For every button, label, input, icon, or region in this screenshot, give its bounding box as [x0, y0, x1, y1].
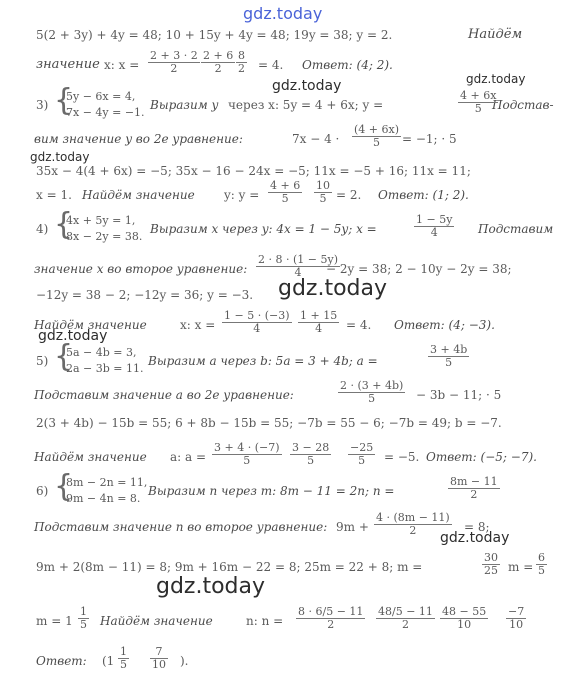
item-number: 6)	[36, 484, 49, 498]
line-18-handwriting: Найдём значение	[100, 614, 213, 628]
watermark: gdz.today	[440, 530, 510, 546]
line-14-handwriting: Найдём значение	[34, 450, 147, 464]
line-6-result: = 2.	[336, 188, 362, 202]
fraction	[290, 442, 331, 467]
fraction	[482, 552, 500, 577]
fraction-numerator: 48/5 − 11	[378, 605, 433, 618]
fraction-denominator: 2	[470, 488, 478, 501]
line-10-math: x: x =	[180, 318, 216, 332]
fraction-denominator: 10	[509, 618, 524, 631]
fraction-denominator: 5	[307, 454, 315, 467]
system-eq-2: 9m − 4n = 8.	[66, 492, 141, 505]
line-14-math: a: a =	[170, 450, 207, 464]
fraction-denominator: 10	[152, 658, 166, 671]
fraction-denominator: 5	[319, 192, 327, 205]
fraction-denominator: 10	[457, 618, 472, 631]
fraction-numerator: 1 − 5y	[416, 213, 453, 226]
fraction-numerator: 8m − 11	[450, 475, 498, 488]
line-11-handwriting: Выразим a через b: 5a = 3 + 4b; a =	[148, 354, 378, 368]
fraction-numerator: 2 · 8 · (1 − 5y)	[258, 253, 338, 266]
fraction	[296, 606, 365, 631]
fraction	[212, 442, 282, 467]
fraction	[458, 90, 498, 115]
line-14-result: = −5.	[384, 450, 420, 464]
fraction	[506, 606, 526, 631]
fraction-numerator: 10	[316, 179, 330, 192]
fraction-denominator: 5	[281, 192, 289, 205]
line-6-answer: Ответ: (1; 2).	[378, 188, 469, 202]
system-eq-1: 5a − 4b = 3,	[66, 346, 137, 359]
line-17-math: 9m + 2(8m − 11) = 8; 9m + 16m − 22 = 8; 25m = 22 + 8; m =	[36, 560, 423, 574]
fraction-numerator: 4 + 6	[270, 179, 301, 192]
fraction	[348, 442, 375, 467]
fraction-numerator: 2 + 3 · 2	[150, 49, 198, 62]
fraction	[150, 646, 168, 671]
fraction-denominator: 5	[80, 618, 87, 631]
watermark: gdz.today	[38, 328, 108, 344]
fraction-numerator: 2 · (3 + 4b)	[340, 379, 404, 392]
line-3-handwriting: Выразим y	[150, 98, 219, 112]
fraction	[352, 124, 401, 149]
fraction	[201, 50, 235, 75]
fraction-numerator: 3 + 4 · (−7)	[214, 441, 280, 454]
watermark: gdz.today	[272, 78, 342, 94]
fraction	[448, 476, 500, 501]
fraction-denominator: 4	[294, 266, 302, 279]
fraction-numerator: 1	[120, 645, 127, 658]
line-14-answer: Ответ: (−5; −7).	[426, 450, 537, 464]
fraction-denominator: 5	[120, 658, 127, 671]
fraction	[222, 310, 292, 335]
watermark: gdz.today	[30, 150, 90, 164]
line-7-handwriting-2: Подставим	[478, 222, 554, 236]
line-6-math-2: y: y =	[224, 188, 260, 202]
line-5-math: 35x − 4(4 + 6x) = −5; 35x − 16 − 24x = −5; 11x = −5 + 16; 11x = 11;	[36, 164, 471, 178]
line-2-handwriting: значение	[36, 57, 100, 72]
fraction-denominator: 5	[358, 454, 366, 467]
fraction-numerator: 1 + 15	[300, 309, 338, 322]
fraction-denominator: 2	[327, 618, 335, 631]
line-10-handwriting: Найдём значение	[34, 318, 147, 332]
line-1-math: 5(2 + 3y) + 4y = 48; 10 + 15y + 4y = 48; 19y = 38; y = 2.	[36, 28, 393, 42]
fraction-denominator: 2	[401, 618, 409, 631]
line-12-math: − 3b − 11; · 5	[416, 388, 502, 402]
fraction-numerator: −25	[350, 441, 374, 454]
fraction	[536, 552, 547, 577]
line-16-math: 9m +	[336, 520, 369, 534]
line-2-answer: Ответ: (4; 2).	[302, 58, 393, 72]
fraction-denominator: 5	[538, 564, 545, 577]
fraction	[314, 180, 332, 205]
fraction-denominator: 25	[484, 564, 498, 577]
line-4-math-2: = −1; · 5	[402, 132, 457, 146]
line-16-result: = 8;	[464, 520, 490, 534]
fraction-denominator: 4	[315, 322, 323, 335]
fraction	[236, 50, 247, 75]
system-brace: {	[54, 207, 74, 242]
line-2-result: = 4.	[258, 58, 284, 72]
line-18-math-2: n: n =	[246, 614, 284, 628]
line-4-math: 7x − 4 ·	[292, 132, 340, 146]
watermark: gdz.today	[278, 276, 388, 301]
fraction	[148, 50, 200, 75]
line-7-handwriting: Выразим x через y: 4x = 1 − 5y; x =	[150, 222, 377, 236]
system-eq-2: 2a − 3b = 11.	[66, 362, 144, 375]
line-8-handwriting: значение x во второе уравнение:	[34, 262, 248, 276]
line-16-handwriting: Подставим значение n во второе уравнение:	[34, 520, 328, 534]
line-3-math: через x: 5y = 4 + 6x; y =	[228, 98, 384, 112]
line-13-math: 2(3 + 4b) − 15b = 55; 6 + 8b − 15b = 55; −7b = 55 − 6; −7b = 49; b = −7.	[36, 416, 502, 430]
fraction-numerator: 30	[484, 551, 498, 564]
line-17-math-2: m =	[508, 560, 534, 574]
fraction-denominator: 2	[238, 62, 245, 75]
fraction-numerator: 3 + 4b	[430, 343, 468, 356]
fraction	[118, 646, 129, 671]
watermark-top: gdz.today	[243, 4, 323, 23]
fraction-numerator: −7	[508, 605, 525, 618]
line-10-answer: Ответ: (4; −3).	[394, 318, 495, 332]
line-12-handwriting: Подставим значение a во 2е уравнение:	[34, 388, 294, 402]
fraction-denominator: 5	[445, 356, 453, 369]
fraction-denominator: 2	[170, 62, 178, 75]
fraction	[338, 380, 405, 405]
fraction-numerator: 2 + 6	[203, 49, 234, 62]
fraction-denominator: 5	[373, 136, 380, 149]
fraction-denominator: 4	[430, 226, 438, 239]
fraction-numerator: 1 − 5 · (−3)	[224, 309, 290, 322]
fraction-numerator: (4 + 6x)	[354, 123, 399, 136]
system-brace: {	[54, 83, 74, 118]
line-3-handwriting-2: Подстав-	[492, 98, 554, 112]
fraction-numerator: 48 − 55	[442, 605, 487, 618]
fraction-denominator: 2	[409, 524, 417, 537]
system-eq-2: 7x − 4y = −1.	[66, 106, 145, 119]
line-15-handwriting: Выразим n через m: 8m − 11 = 2n; n =	[148, 484, 395, 498]
watermark: gdz.today	[156, 574, 266, 599]
line-8-math: − 2y = 38; 2 − 10y − 2y = 38;	[326, 262, 512, 276]
fraction-denominator: 5	[368, 392, 376, 405]
fraction-numerator: 4 + 6x	[460, 89, 497, 102]
fraction-denominator: 5	[474, 102, 482, 115]
line-19-math-2: ).	[180, 654, 189, 668]
fraction-numerator: 8	[238, 49, 245, 62]
line-19-math: (1	[102, 654, 115, 668]
line-6-handwriting: Найдём значение	[82, 188, 195, 202]
fraction-numerator: 7	[150, 646, 168, 659]
fraction-denominator: 2	[214, 62, 222, 75]
fraction	[428, 344, 469, 369]
fraction-numerator: 8 · 6/5 − 11	[298, 605, 364, 618]
line-10-result: = 4.	[346, 318, 372, 332]
system-eq-2: 8x − 2y = 38.	[66, 230, 143, 243]
item-number: 5)	[36, 354, 49, 368]
fraction	[376, 606, 435, 631]
line-2-math: x: x =	[104, 58, 140, 72]
line-19-handwriting: Ответ:	[36, 654, 87, 668]
system-eq-1: 4x + 5y = 1,	[66, 214, 136, 227]
system-eq-1: 5y − 6x = 4,	[66, 90, 136, 103]
fraction-numerator: 1	[80, 605, 87, 618]
fraction	[414, 214, 454, 239]
line-9-math: −12y = 38 − 2; −12y = 36; y = −3.	[36, 288, 254, 302]
item-number: 4)	[36, 222, 49, 236]
watermark: gdz.today	[466, 72, 526, 86]
line-4-handwriting: вим значение y во 2е уравнение:	[34, 132, 243, 146]
system-brace: {	[54, 469, 74, 504]
fraction-denominator: 5	[243, 454, 251, 467]
fraction	[298, 310, 339, 335]
line-18-math: m = 1	[36, 614, 73, 628]
line-6-math: x = 1.	[36, 188, 72, 202]
fraction-numerator: 3 − 28	[292, 441, 330, 454]
line-1-handwriting: Найдём	[468, 27, 523, 42]
fraction	[440, 606, 488, 631]
fraction-denominator: 4	[253, 322, 261, 335]
system-brace: {	[54, 339, 74, 374]
item-number: 3)	[36, 98, 49, 112]
fraction-numerator: 6	[538, 551, 545, 564]
fraction	[78, 606, 89, 631]
system-eq-1: 8m − 2n = 11,	[66, 476, 148, 489]
fraction	[268, 180, 302, 205]
fraction-numerator: 4 · (8m − 11)	[376, 511, 450, 524]
